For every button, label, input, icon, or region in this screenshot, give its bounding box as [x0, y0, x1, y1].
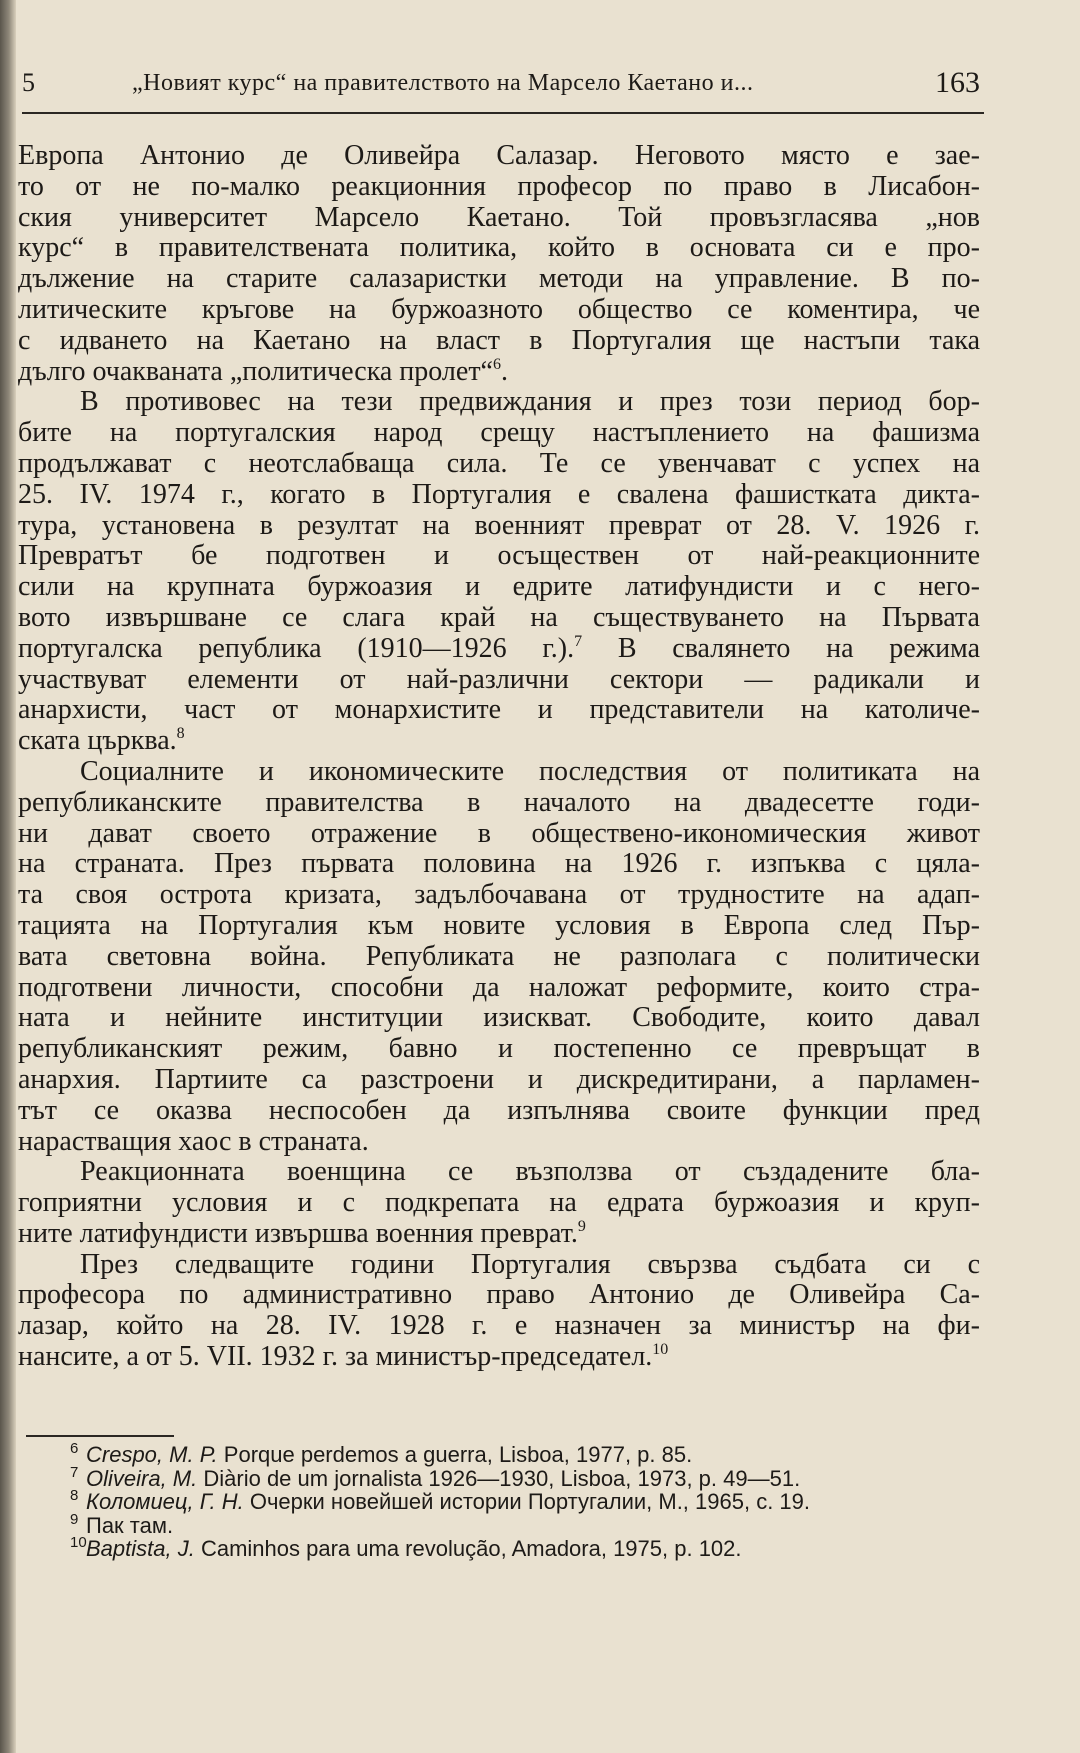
text-fragment: нансите, а от 5. VII. 1932 г. за министър-председател.: [18, 1341, 653, 1373]
text-line: Европа Антонио де Оливейра Салазар. Неговото място е зае-: [18, 140, 980, 171]
text-line: [18, 1342, 980, 1373]
footnote-text: Пак там.: [86, 1512, 174, 1538]
text-line: анархисти, част от монархистите и представители на католиче-: [18, 694, 980, 726]
page-binding-edge: [0, 0, 16, 1753]
footnote-text: Porque perdemos a guerra, Lisboa, 1977, p. 85.: [223, 1442, 693, 1467]
text-line: лазар, който на 28. IV. 1928 г. е назначен за министър на фи-: [18, 1310, 980, 1342]
text-line: ския университет Марсело Каетано. Той провъзгласява „нов: [18, 201, 980, 233]
text-line: дълго очакваната „политическа пролет“$^6$.: [18, 355, 508, 387]
text-fragment: ните латифундисти извършва военния преврат.: [18, 1217, 578, 1249]
footnote-9: [26, 1510, 986, 1538]
footnote-author: Baptista, J.: [86, 1536, 195, 1561]
text-line: професора по административно право Антонио де Оливейра Са-: [18, 1279, 980, 1311]
footnote-10: [26, 1534, 986, 1561]
text-line: дължение на старите салазаристки методи на управление. В по-: [18, 263, 980, 295]
text-line: [18, 726, 980, 757]
text-line: литическите кръгове на буржоазното общество се коментира, че: [18, 293, 980, 325]
note-ref-6: 6: [493, 355, 501, 373]
text-line: на страната. През първата половина на 1926 г. изпъква с цяла-: [18, 848, 980, 880]
text-line: тацията на Португалия към новите условия в Европа след Пър-: [18, 909, 980, 941]
text-line: републиканските правителства в началото на двадесетте годи-: [18, 786, 980, 818]
note-ref-9: 9: [577, 1217, 586, 1235]
paragraph-start: През следващите години Португалия свързва съдбата си с: [80, 1248, 980, 1280]
text-line: то от не по-малко реакционния професор по право в Лисабон-: [18, 170, 980, 202]
footnote-6: [26, 1440, 986, 1467]
footnote-text: Caminhos para uma revolução, Amadora, 1975, p. 102.: [200, 1536, 742, 1561]
paragraph-start: В противовес на тези предвиждания и през този период бор-: [80, 386, 980, 418]
footnote-author: Oliveira, M.: [86, 1465, 198, 1491]
footnote-8: [26, 1487, 986, 1514]
footnote-text: Очерки новейшей истории Португалии, М., 1965, с. 19.: [249, 1489, 811, 1514]
text-line: курс“ в правителствената политика, който в основата си е про-: [18, 232, 980, 264]
footnote-author: Crespo, M. P.: [86, 1442, 218, 1467]
footnote-number: 6: [70, 1440, 79, 1457]
text-line: бите на португалския народ срещу настъплението на фашизма: [18, 417, 980, 449]
text-line: сили на крупната буржоазия и едрите латифундисти и с него-: [18, 571, 980, 603]
footnote-7: [26, 1463, 986, 1491]
text-line: вото извършване се слага край на съществуването на Първата: [18, 601, 980, 633]
text-line: тът се оказва неспособен да изпълнява своите функции пред: [18, 1094, 980, 1126]
text-fragment: дълго очакваната „политическа пролет“: [18, 355, 493, 387]
note-ref-10: 10: [652, 1341, 669, 1359]
note-ref-7: 7: [574, 632, 583, 650]
footnotes: [26, 1435, 986, 1561]
text-line: вата световна война. Републиката не разполага с политически: [18, 940, 980, 972]
paragraph-start: Социалните и икономическите последствия от политиката на: [80, 755, 980, 787]
footnote-text: Diàrio de um jornalista 1926—1930, Lisboa, 1973, p. 49—51.: [203, 1465, 801, 1491]
body-text: [18, 141, 980, 1373]
text-fragment: В свалянето на режима: [582, 632, 981, 664]
text-line: та своя острота кризата, задълбочавана от трудностите на адап-: [18, 879, 980, 911]
text-line: ни дават своето отражение в обществено-икономическия живот: [18, 817, 980, 849]
text-line: републиканският режим, бавно и постепенно се превръщат в: [18, 1033, 980, 1065]
text-line: участвуват елементи от най-различни сектори — радикали и: [18, 663, 980, 695]
text-line: с идването на Каетано на власт в Португалия ще настъпи така: [18, 324, 980, 356]
footnote-number: 10: [70, 1534, 87, 1551]
running-header: [22, 62, 984, 114]
text-line: ната и нейните институции изискват. Свободите, които давал: [18, 1002, 980, 1034]
footnote-divider: [26, 1435, 174, 1437]
text-line: [18, 1219, 980, 1250]
header-left-mark: 5: [22, 68, 35, 97]
running-title: „Новият курс“ на правителството на Марсело Каетано и...: [132, 70, 754, 96]
text-line: продължават с неотслабваща сила. Те се увенчават с успех на: [18, 447, 980, 479]
text-fragment: ската църква.: [18, 725, 177, 757]
text-fragment: португалска република (1910—1926 г.).: [18, 632, 575, 664]
footnote-author: Коломиец, Г. Н.: [86, 1489, 244, 1514]
text-line: [18, 634, 980, 665]
footnote-number: 9: [70, 1510, 79, 1528]
text-line: тура, установена в резултат на военният преврат от 28. V. 1926 г.: [18, 509, 980, 541]
note-ref-8: 8: [176, 725, 185, 743]
text-line: гоприятни условия и с подкрепата на едрата буржоазия и круп-: [18, 1187, 980, 1219]
text-line: нарастващия хаос в страната.: [18, 1125, 369, 1157]
text-line: анархия. Партиите са разстроени и дискредитирани, а парламен-: [18, 1063, 980, 1095]
text-line: подготвени личности, способни да наложат реформите, които стра-: [18, 971, 980, 1003]
footnote-number: 8: [70, 1487, 79, 1504]
text-line: 25. IV. 1974 г., когато в Португалия е свалена фашистката дикта-: [18, 478, 980, 510]
text-line: Превратът бе подготвен и осъществен от най-реакционните: [18, 540, 980, 572]
page-number: 163: [935, 66, 980, 99]
paragraph-start: Реакционната военщина се възползва от създадените бла-: [80, 1156, 980, 1188]
footnote-number: 7: [70, 1463, 79, 1481]
